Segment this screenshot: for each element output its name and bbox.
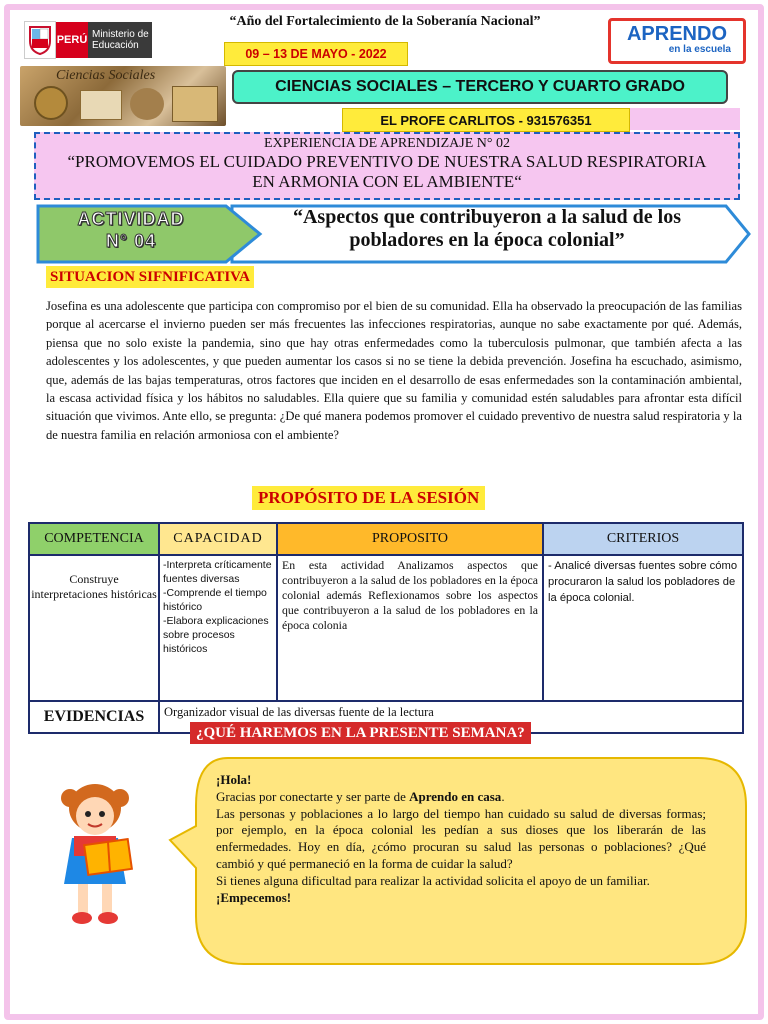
evidence-text: Organizador visual de las diversas fuente de la lectura: [159, 701, 743, 733]
social-sciences-image: [20, 66, 226, 126]
situation-heading: SITUACION SIFNIFICATIVA: [46, 266, 254, 288]
purpose-heading: PROPÓSITO DE LA SESIÓN: [252, 486, 485, 510]
week-greeting: ¡Hola!: [216, 772, 252, 787]
peru-shield-icon: [24, 21, 56, 59]
girl-reading-icon: [40, 780, 150, 930]
document-icon: [80, 90, 122, 120]
activity-label: [36, 208, 226, 252]
purpose-table: [28, 522, 744, 734]
header-proposito: PROPOSITO: [277, 523, 543, 555]
week-help: Si tienes alguna dificultad para realizar la actividad solicita el apoyo de un familiar.: [216, 872, 650, 888]
header-competencia: COMPETENCIA: [29, 523, 159, 555]
cell-competencia: Construye interpretaciones históricas: [29, 555, 159, 701]
experience-number: EXPERIENCIA DE APRENDIZAJE N° 02: [264, 136, 510, 151]
experience-title: “PROMOVEMOS EL CUIDADO PREVENTIVO DE NUESTRA SALUD RESPIRATORIA EN ARMONIA CON EL AMBIENTE“: [67, 152, 707, 191]
situation-text: Josefina es una adolescente que participa con compromiso por el bien de su comunidad. Ella ha observado la preocupación de las familias porque al acercarse el invierno pueden ser más frecuentes las infecciones respiratorias, aunque no sabe exactamente por qué. Además, piensa que no solo existe la pandemia, sino que hay otras enfermedades como la tuberculosis pulmonar, que también afecta a las adolescentes y los adolescentes, y que pueden aumentar los casos si no se tiene la debida prevención. Josefina ha escuchado, asimismo, que, además de las bajas temperaturas, otros factores que inciden en el desarrollo de esas enfermedades son la contaminación ambiental, la escasa actividad física y los hábitos no saludables. Ella quiere que su familia y comunidad estén saludables para afrontar esta difícil situación que vivimos. Ante ello, se pregunta: ¿De qué manera podemos promover el cuidado preventivo de nuestra salud respiratoria y la de nuestra familia en relación armoniosa con el ambiente?: [46, 299, 742, 442]
week-thanks: Gracias por conectarte y ser parte de Aprendo en casa.: [216, 788, 505, 804]
photo-icon: [172, 86, 218, 122]
list-item: -Interpreta críticamente fuentes diversas: [163, 559, 272, 585]
week-message: [216, 772, 706, 906]
globe-icon: [130, 88, 164, 120]
list-item: -Comprende el tiempo histórico: [163, 587, 267, 613]
header-capacidad: CAPACIDAD: [159, 523, 277, 555]
ministry-logo: [24, 18, 152, 62]
ministry-peru-label: PERÚ: [56, 22, 88, 58]
year-motto: “Año del Fortalecimiento de la Soberanía Nacional”: [229, 14, 541, 29]
week-closing: ¡Empecemos!: [216, 889, 292, 905]
activity-label-line1: ACTIVIDAD: [77, 209, 185, 229]
week-heading: ¿QUÉ HAREMOS EN LA PRESENTE SEMANA?: [190, 722, 531, 744]
activity-title: “Aspectos que contribuyeron a la salud de los pobladores en la época colonial”: [292, 206, 681, 251]
week-body: Las personas y poblaciones a lo largo del tiempo han cuidado su salud de diversas formas; por ejemplo, en la época colonial les pedían a sus dioses que los liberarán de las enfermedades. Hoy en día, ¿cómo procuran su salud las personas o poblaciones? ¿Qué cambió y qué permaneció en la forma de cuidar la salud?: [216, 805, 706, 871]
table-row: [29, 555, 743, 701]
teacher-contact: EL PROFE CARLITOS - 931576351: [342, 108, 630, 132]
aprendo-logo-main: APRENDO: [626, 23, 727, 45]
date-range: 09 – 13 DE MAYO - 2022: [224, 42, 408, 66]
activity-label-line2: N° 04: [105, 231, 157, 251]
aprendo-logo-sub: en la escuela: [668, 44, 731, 55]
cell-proposito: En esta actividad Analizamos aspectos que contribuyeron a la salud de los pobladores en la época colonial además Reflexionamos sobre los aspectos que contribuyeron a la salud de los pobladores en la época colonia: [277, 555, 543, 701]
ministry-name: Ministerio de Educación: [88, 22, 152, 58]
aprendo-logo: [608, 18, 746, 64]
coin-icon: [34, 86, 68, 120]
cell-criterios: - Analicé diversas fuentes sobre cómo procuraron la salud los pobladores de la época colonial.: [543, 555, 743, 701]
list-item: -Elabora explicaciones sobre procesos históricos: [163, 615, 269, 655]
cell-capacidad: [159, 555, 277, 701]
experience-box: [34, 132, 740, 200]
social-sciences-image-label: Ciencias Sociales: [56, 68, 156, 83]
header-criterios: CRITERIOS: [543, 523, 743, 555]
course-title: CIENCIAS SOCIALES – TERCERO Y CUARTO GRADO: [232, 70, 728, 104]
purpose-table-header: [29, 523, 743, 555]
evidence-label: EVIDENCIAS: [29, 701, 159, 733]
